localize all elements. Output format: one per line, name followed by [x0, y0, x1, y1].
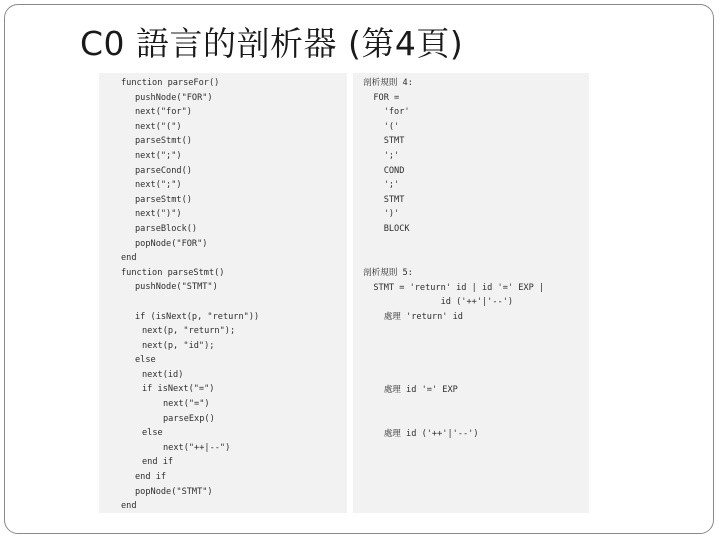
rule-5-incdec-note [363, 427, 479, 442]
grammar-line: '(' [363, 121, 400, 132]
code-line: parseCond() [135, 165, 192, 176]
code-line: parseExp() [163, 413, 215, 424]
grammar-line: 剖析規則 5: [363, 268, 413, 278]
code-line: function parseFor() [121, 78, 220, 88]
grammar-line: STMT = 'return' id | id '=' EXP | [363, 282, 545, 293]
grammar-line: FOR = [363, 92, 400, 103]
code-line: end if [135, 472, 167, 483]
code-line: parseBlock() [135, 223, 198, 234]
rule-4-block [363, 76, 413, 237]
code-line: next("(") [135, 121, 182, 132]
grammar-line: ';' [363, 150, 400, 161]
parser-code [121, 76, 259, 514]
code-line: else [142, 428, 163, 439]
code-line: parseStmt() [135, 194, 192, 205]
code-line: next(";") [135, 150, 182, 161]
code-line: popNode("STMT") [135, 486, 213, 497]
grammar-line: BLOCK [363, 223, 410, 234]
code-line: parseStmt() [135, 136, 192, 147]
code-line: end [121, 253, 137, 264]
rule-5-assign-note [363, 383, 458, 398]
grammar-line: ')' [363, 209, 400, 220]
grammar-line: 'for' [363, 107, 410, 118]
grammar-panel-right [353, 73, 589, 513]
grammar-line: 剖析規則 4: [363, 78, 413, 88]
grammar-line: id ('++'|'--') [363, 297, 514, 308]
code-line: end [121, 501, 137, 512]
grammar-line: COND [363, 165, 405, 176]
code-panel-left [99, 73, 347, 513]
code-line: else [135, 355, 156, 366]
code-line: next("=") [163, 399, 210, 410]
code-line: next(";") [135, 180, 182, 191]
code-line: pushNode("FOR") [135, 92, 213, 103]
slide-title: C0 語言的剖析器 (第4頁) [80, 24, 464, 63]
rule-5-text [363, 266, 544, 324]
code-line: next(")") [135, 209, 182, 220]
code-line: next(p, "id"); [142, 340, 215, 351]
code-line: next("++|--") [163, 442, 231, 453]
code-line: popNode("FOR") [135, 238, 208, 249]
rule-5-block [363, 266, 544, 324]
grammar-line: STMT [363, 194, 405, 205]
code-line: next("for") [135, 107, 192, 118]
grammar-line: ';' [363, 180, 400, 191]
code-line: next(p, "return"); [142, 326, 236, 337]
incdec-note-text: 處理 id ('++'|'--') [363, 429, 479, 439]
code-line [121, 295, 259, 310]
rule-4-text [363, 76, 413, 237]
code-line: pushNode("STMT") [135, 282, 218, 293]
code-line: next(id) [142, 369, 184, 380]
code-line: end if [142, 457, 174, 468]
assign-note-text: 處理 id '=' EXP [363, 385, 458, 395]
code-line: if isNext("=") [142, 384, 215, 395]
grammar-line: 處理 'return' id [363, 311, 463, 322]
grammar-line: STMT [363, 136, 405, 147]
code-line: if (isNext(p, "return")) [135, 311, 260, 322]
code-line: function parseStmt() [121, 267, 225, 278]
